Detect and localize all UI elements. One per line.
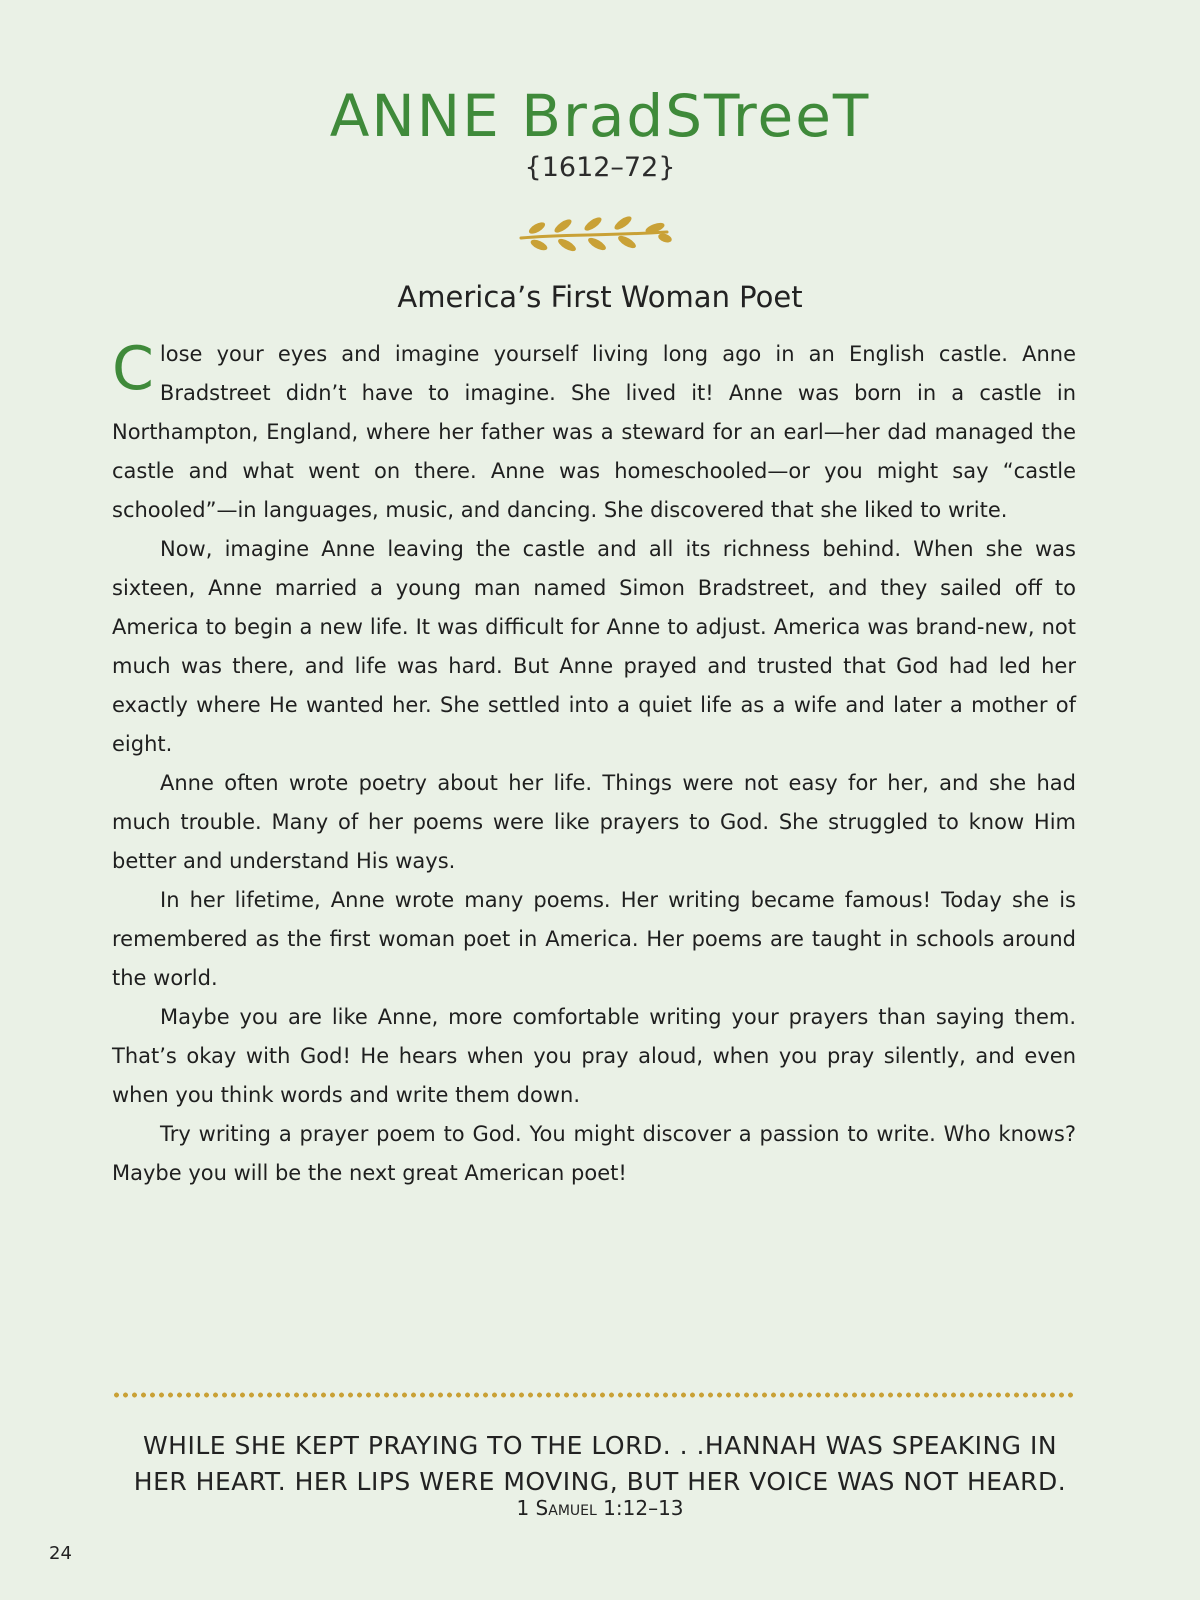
sprig-icon — [515, 212, 675, 256]
article-body — [112, 335, 1076, 1193]
paragraph: Anne often wrote poetry about her life. Things were not easy for her, and she had much trouble. Many of her poems were like prayers to God. She struggled to know Him better and understand His ways. — [112, 771, 1076, 873]
page-number: 24 — [49, 1543, 72, 1564]
verse-line: HER HEART. HER LIPS WERE MOVING, BUT HER VOICE WAS NOT HEARD. — [133, 1467, 1067, 1496]
paragraph: In her lifetime, Anne wrote many poems. Her writing became famous! Today she is remembered as the first woman poet in America. Her poems are taught in schools around the world. — [112, 888, 1076, 990]
drop-cap: C — [112, 334, 154, 404]
paragraph-text: lose your eyes and imagine yourself living long ago in an English castle. Anne Bradstreet didn’t have to imagine. She lived it! Anne was born in a castle in Northampton, England, where her father was a steward for an earl—her dad managed the castle and what went on there. Anne was homeschooled—or you might say “castle schooled”—in languages, music, and dancing. She discovered that she liked to write. — [112, 342, 1076, 522]
verse-line: WHILE SHE KEPT PRAYING TO THE LORD. . .HANNAH WAS SPEAKING IN — [142, 1431, 1058, 1460]
paragraph — [112, 335, 1076, 530]
paragraph: Try writing a prayer poem to God. You might discover a passion to write. Who knows? Maybe you will be the next great American poet! — [112, 1122, 1076, 1185]
dotted-divider — [112, 1391, 1076, 1399]
life-dates: {1612–72} — [524, 152, 676, 183]
verse-reference: 1 Samuel 1:12–13 — [516, 1496, 684, 1520]
paragraph: Now, imagine Anne leaving the castle and all its richness behind. When she was sixteen, Anne married a young man named Simon Bradstreet, and they sailed off to America to begin a new life. It was difficult for Anne to adjust. America was brand-new, not much was there, and life was hard. But Anne prayed and trusted that God had led her exactly where He wanted her. She settled into a quiet life as a wife and later a mother of eight. — [112, 537, 1076, 756]
page-title: ANNE BradSTreeT — [329, 82, 871, 150]
paragraph: Maybe you are like Anne, more comfortable writing your prayers than saying them. That’s okay with God! He hears when you pray aloud, when you pray silently, and even when you think words and write them down. — [112, 1005, 1076, 1107]
verse-quote — [0, 1428, 1200, 1500]
subtitle: America’s First Woman Poet — [397, 280, 803, 314]
